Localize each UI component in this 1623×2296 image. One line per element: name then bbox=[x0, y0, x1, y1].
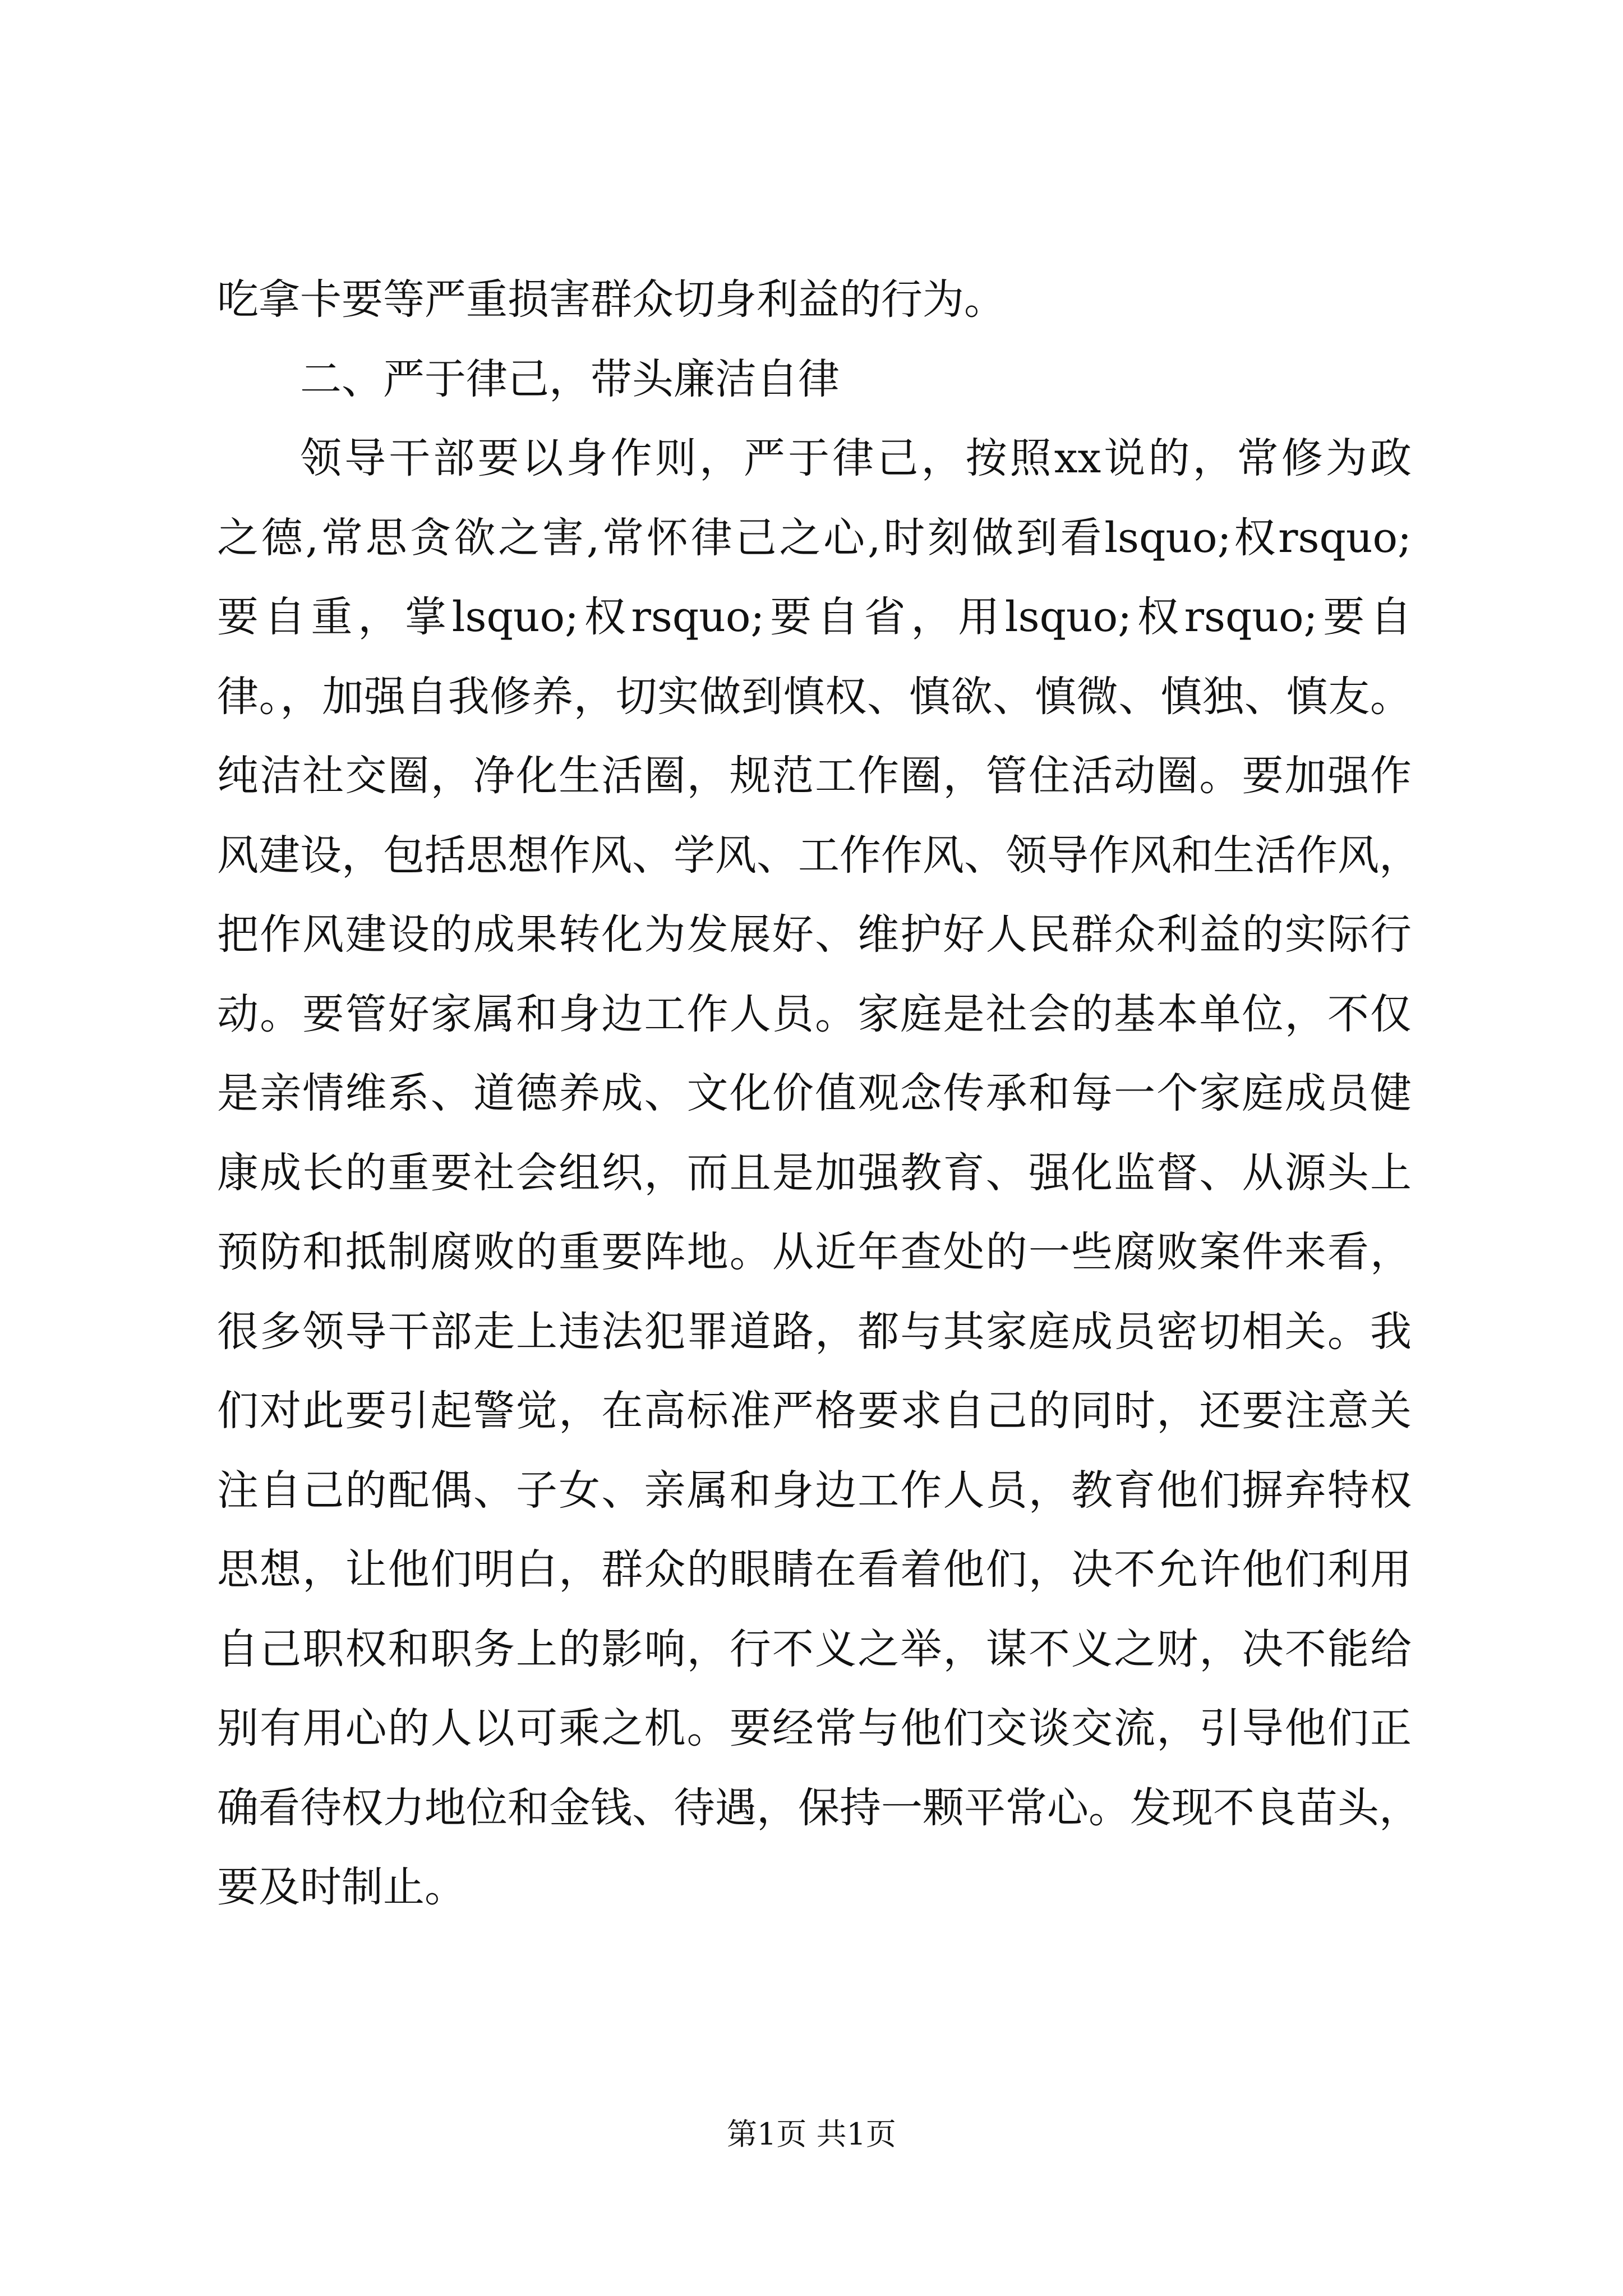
text-line: 把作风建设的成果转化为发展好、维护好人民群众利益的实际行 bbox=[217, 910, 1412, 959]
text-line: 确看待权力地位和金钱、待遇，保持一颗平常心。发现不良苗头， bbox=[217, 1783, 1421, 1832]
page-number: 第1页 共1页 bbox=[727, 2116, 896, 2152]
text-line: 们对此要引起警觉，在高标准严格要求自己的同时，还要注意关 bbox=[217, 1387, 1412, 1435]
text-line: 思想，让他们明白，群众的眼睛在看着他们，决不允许他们利用 bbox=[217, 1545, 1412, 1594]
text-line: 纯洁社交圈，净化生活圈，规范工作圈，管住活动圈。要加强作 bbox=[217, 752, 1412, 800]
text-line: 要及时制止。 bbox=[217, 1863, 466, 1911]
text-line: 要自重，掌lsquo;权rsquo;要自省，用lsquo;权rsquo;要自 bbox=[217, 593, 1412, 641]
section-heading: 二、严于律己，带头廉洁自律 bbox=[300, 355, 840, 403]
text-line: 领导干部要以身作则，严于律己，按照xx说的，常修为政 bbox=[300, 434, 1412, 482]
document-body bbox=[217, 260, 1421, 1927]
text-line: 很多领导干部走上违法犯罪道路，都与其家庭成员密切相关。我 bbox=[217, 1307, 1412, 1356]
text-line: 别有用心的人以可乘之机。要经常与他们交谈交流，引导他们正 bbox=[217, 1704, 1412, 1752]
text-line: 吃拿卡要等严重损害群众切身利益的行为。 bbox=[217, 275, 1006, 324]
text-line: 风建设，包括思想作风、学风、工作作风、领导作风和生活作风， bbox=[217, 831, 1421, 880]
page-footer bbox=[0, 2115, 1623, 2154]
text-line: 动。要管好家属和身边工作人员。家庭是社会的基本单位，不仅 bbox=[217, 990, 1412, 1038]
text-line: 预防和抵制腐败的重要阵地。从近年查处的一些腐败案件来看， bbox=[217, 1228, 1412, 1276]
text-line: 是亲情维系、道德养成、文化价值观念传承和每一个家庭成员健 bbox=[217, 1069, 1412, 1117]
text-line: 之德,常思贪欲之害,常怀律己之心,时刻做到看lsquo;权rsquo; bbox=[217, 513, 1412, 562]
text-line: 注自己的配偶、子女、亲属和身边工作人员，教育他们摒弃特权 bbox=[217, 1466, 1412, 1515]
text-line: 康成长的重要社会组织，而且是加强教育、强化监督、从源头上 bbox=[217, 1148, 1412, 1197]
text-line: 律。，加强自我修养，切实做到慎权、慎欲、慎微、慎独、慎友。 bbox=[217, 672, 1412, 721]
text-line: 自己职权和职务上的影响，行不义之举，谋不义之财，决不能给 bbox=[217, 1625, 1412, 1673]
